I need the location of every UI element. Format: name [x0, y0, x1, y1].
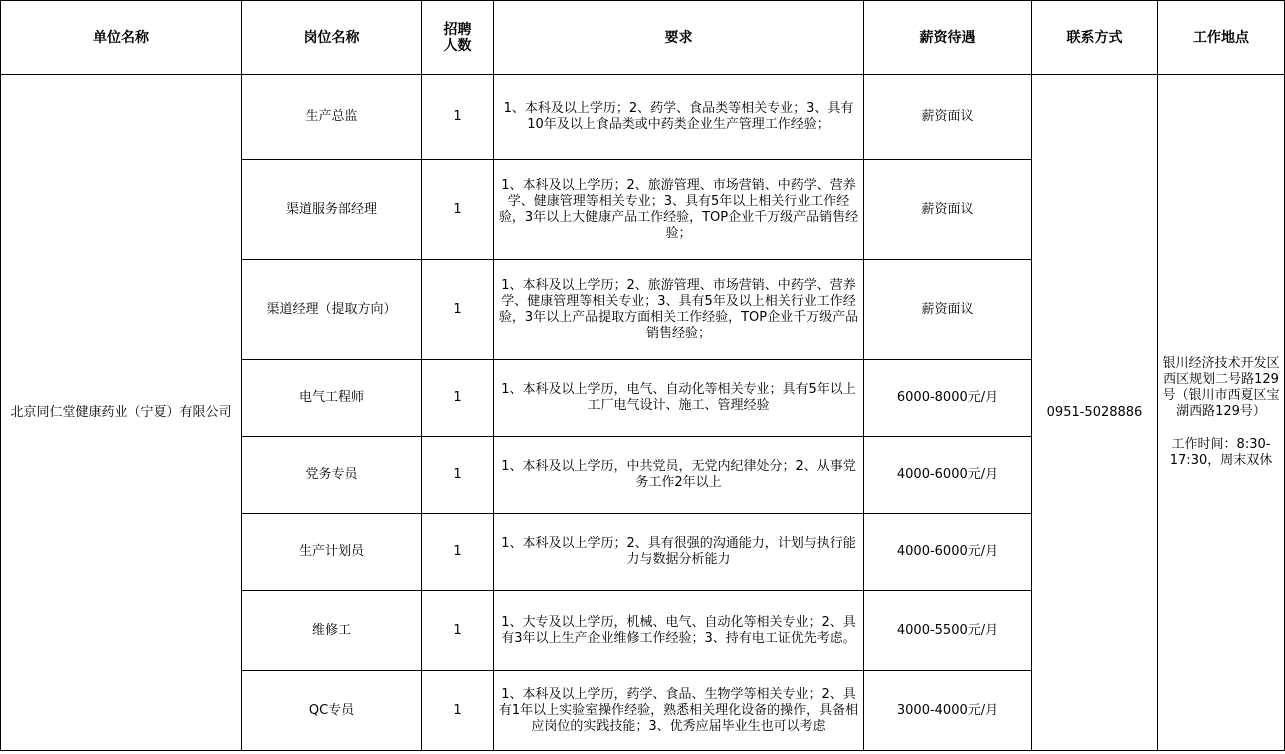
salary-text: 4000-6000元/月	[864, 437, 1032, 514]
hire-count: 1	[422, 160, 494, 260]
salary-text: 3000-4000元/月	[864, 671, 1032, 751]
salary-text: 薪资面议	[864, 260, 1032, 360]
contact-phone: 0951-5028886	[1032, 75, 1158, 751]
salary-text: 4000-6000元/月	[864, 514, 1032, 591]
header-salary: 薪资待遇	[864, 1, 1032, 75]
position-name: 党务专员	[242, 437, 422, 514]
requirements-text: 1、本科及以上学历；2、旅游管理、市场营销、中药学、营养学、健康管理等相关专业；3、具有5年以上相关行业工作经验，3年以上大健康产品工作经验，TOP企业千万级产品销售经验；	[494, 160, 864, 260]
requirements-text: 1、大专及以上学历，机械、电气、自动化等相关专业；2、具有3年以上生产企业维修工作经验；3、持有电工证优先考虑。	[494, 591, 864, 671]
requirements-text: 1、本科及以上学历，中共党员，无党内纪律处分；2、从事党务工作2年以上	[494, 437, 864, 514]
header-location: 工作地点	[1158, 1, 1285, 75]
location-hours: 工作时间：8:30-17:30，周末双休	[1169, 437, 1273, 468]
hire-count: 1	[422, 360, 494, 437]
position-name: QC专员	[242, 671, 422, 751]
salary-text: 4000-5500元/月	[864, 591, 1032, 671]
position-name: 生产计划员	[242, 514, 422, 591]
requirements-text: 1、本科及以上学历；2、具有很强的沟通能力，计划与执行能力与数据分析能力	[494, 514, 864, 591]
salary-text: 6000-8000元/月	[864, 360, 1032, 437]
requirements-text: 1、本科及以上学历；2、旅游管理、市场营销、中药学、营养学、健康管理等相关专业；3、具有5年及以上相关行业工作经验，3年以上产品提取方面相关工作经验，TOP企业千万级产品销售经验；	[494, 260, 864, 360]
position-name: 电气工程师	[242, 360, 422, 437]
header-company: 单位名称	[1, 1, 242, 75]
position-name: 渠道服务部经理	[242, 160, 422, 260]
requirements-text: 1、本科及以上学历；2、药学、食品类等相关专业；3、具有10年及以上食品类或中药类企业生产管理工作经验；	[494, 75, 864, 160]
position-name: 生产总监	[242, 75, 422, 160]
salary-text: 薪资面议	[864, 160, 1032, 260]
location-address: 银川经济技术开发区西区规划二号路129号（银川市西夏区宝湖西路129号）	[1162, 356, 1280, 419]
header-row	[1, 1, 1285, 75]
hire-count: 1	[422, 260, 494, 360]
hire-count: 1	[422, 671, 494, 751]
hire-count: 1	[422, 514, 494, 591]
header-count	[422, 1, 494, 75]
requirements-text: 1、本科及以上学历，药学、食品、生物学等相关专业；2、具有1年以上实验室操作经验，熟悉相关理化设备的操作，具备相应岗位的实践技能；3、优秀应届毕业生也可以考虑	[494, 671, 864, 751]
hire-count: 1	[422, 437, 494, 514]
header-count-line2: 人数	[443, 37, 472, 54]
hire-count: 1	[422, 75, 494, 160]
position-name: 渠道经理（提取方向）	[242, 260, 422, 360]
header-position: 岗位名称	[242, 1, 422, 75]
salary-text: 薪资面议	[864, 75, 1032, 160]
table-row	[1, 75, 1285, 160]
position-name: 维修工	[242, 591, 422, 671]
hire-count: 1	[422, 591, 494, 671]
work-location	[1158, 75, 1285, 751]
header-contact: 联系方式	[1032, 1, 1158, 75]
header-requirements: 要求	[494, 1, 864, 75]
company-name: 北京同仁堂健康药业（宁夏）有限公司	[1, 75, 242, 751]
requirements-text: 1、本科及以上学历，电气、自动化等相关专业；具有5年以上工厂电气设计、施工、管理经验	[494, 360, 864, 437]
header-count-line1: 招聘	[443, 21, 472, 38]
